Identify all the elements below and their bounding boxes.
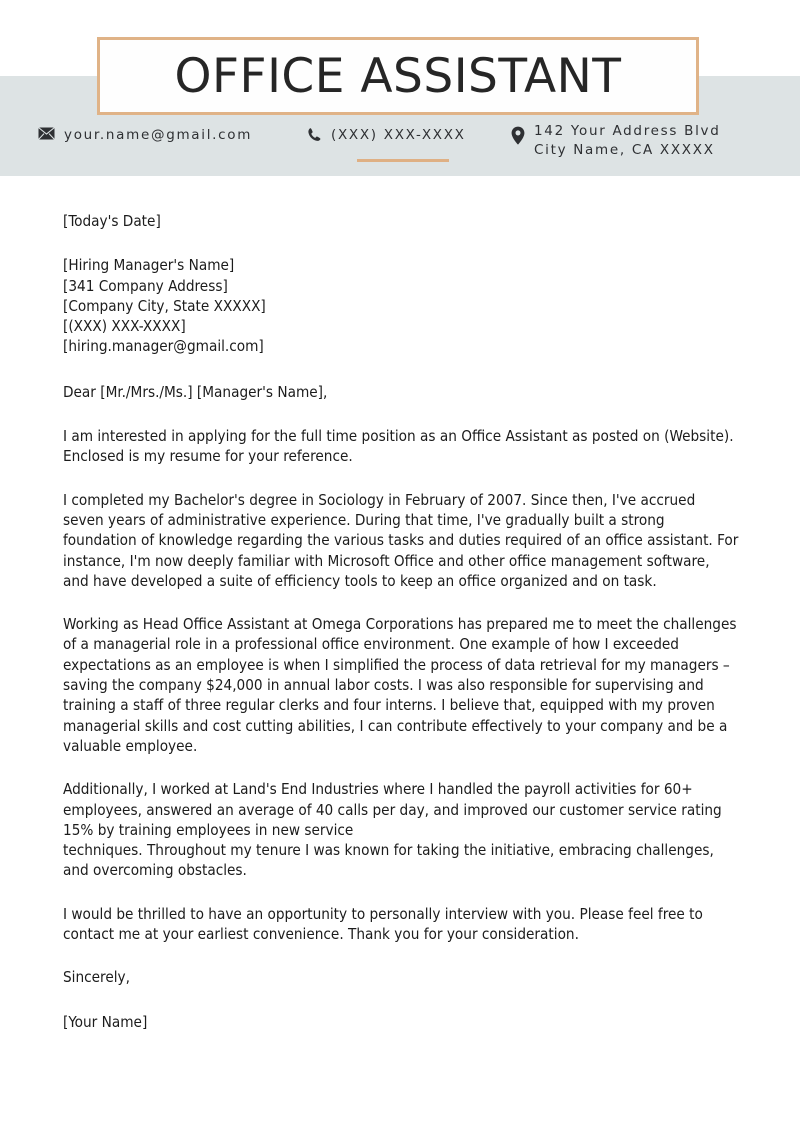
recipient-line: [341 Company Address]	[63, 276, 228, 295]
body-paragraph-5: I would be thrilled to have an opportunity to personally interview with you. Please feel free to contact me at your earliest convenience. Thank you for your consideration.	[63, 904, 703, 944]
body-paragraph-4-part-b: techniques. Throughout my tenure I was known for taking the initiative, embracing challenges, and overcoming obstacles.	[63, 841, 714, 880]
contact-email-value: your.name@gmail.com	[64, 127, 253, 143]
contact-email[interactable]	[38, 126, 252, 145]
contact-phone-value: (XXX) XXX-XXXX	[331, 127, 466, 143]
letter-body	[63, 211, 739, 1032]
salutation: Dear [Mr./Mrs./Ms.] [Manager's Name],	[63, 382, 328, 401]
letter-date: [Today's Date]	[63, 212, 161, 230]
contact-address-lines	[534, 122, 721, 160]
body-paragraph-4-part-a: Additionally, I worked at Land's End Industries where I handled the payroll activities for 60+ employees, answered an average of 40 calls per day, and improved our customer service rating 15% by training employees in new service	[63, 780, 722, 839]
body-paragraph-1: I am interested in applying for the full time position as an Office Assistant as posted on (Website). Enclosed is my resume for your reference.	[63, 427, 734, 466]
job-title-box	[97, 37, 699, 115]
body-paragraph-4	[63, 779, 739, 880]
envelope-icon	[38, 127, 55, 145]
closing-salutation: Sincerely,	[63, 968, 130, 987]
contact-phone[interactable]	[307, 126, 466, 146]
contact-address-line2: City Name, CA XXXXX	[534, 142, 715, 158]
contact-address	[511, 122, 721, 160]
body-paragraph-2: I completed my Bachelor's degree in Sociology in February of 2007. Since then, I've accrued seven years of administrative experience. During that time, I've gradually built a strong foundation of knowledge regarding the various tasks and duties required of an office assistant. For instance, I'm now deeply familiar with Microsoft Office and other office management software, and have developed a suite of efficiency tools to keep an office organized and on task.	[63, 490, 739, 590]
recipient-block	[63, 255, 739, 356]
letterhead-header	[0, 0, 800, 176]
map-pin-icon	[511, 126, 525, 150]
phone-icon	[307, 127, 322, 147]
accent-divider	[357, 159, 449, 162]
contact-address-line1: 142 Your Address Blvd	[534, 123, 721, 139]
recipient-line: [Company City, State XXXXX]	[63, 296, 266, 315]
recipient-line: [hiring.manager@gmail.com]	[63, 337, 264, 356]
signature-name: [Your Name]	[63, 1012, 148, 1031]
body-paragraph-3: Working as Head Office Assistant at Omega Corporations has prepared me to meet the challenges of a managerial role in a professional office environment. One example of how I exceeded expectations as an employee is when I simplified the process of data retrieval for my managers – saving the company $24,000 in annual labor costs. I was also responsible for supervising and training a staff of three regular clerks and four interns. I believe that, equipped with my proven managerial skills and cost cutting abilities, I can contribute effectively to your company and be a valuable employee.	[63, 615, 737, 755]
recipient-line: [(XXX) XXX-XXXX]	[63, 317, 186, 336]
page-title: OFFICE ASSISTANT	[174, 48, 622, 104]
recipient-line: [Hiring Manager's Name]	[63, 256, 235, 275]
